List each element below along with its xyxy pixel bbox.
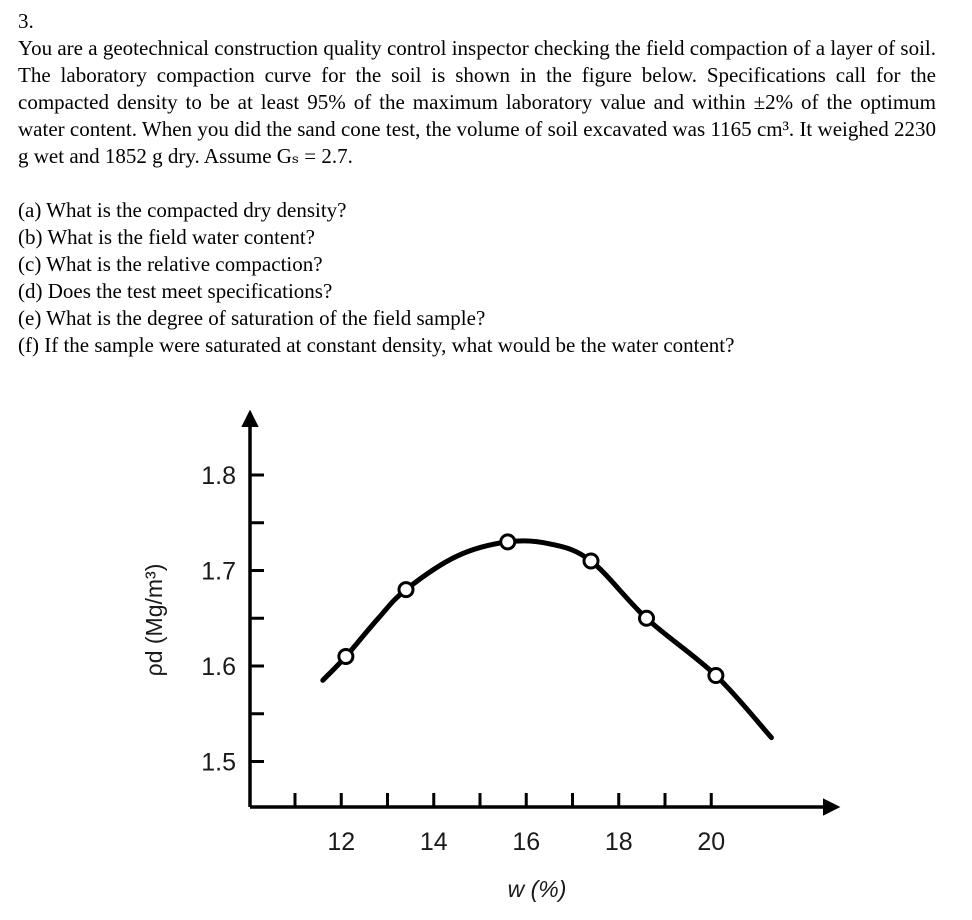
y-tick-label: 1.5 xyxy=(201,748,236,777)
question-c: (c) What is the relative compaction? xyxy=(18,252,323,276)
x-tick-label: 16 xyxy=(512,828,541,856)
compaction-curve xyxy=(323,541,772,738)
y-axis-title: ρd (Mg/m³) xyxy=(141,563,167,677)
problem-number: 3. xyxy=(18,9,34,33)
x-axis-title: w (%) xyxy=(507,876,567,902)
question-f: (f) If the sample were saturated at constant density, what would be the water content? xyxy=(18,333,735,357)
data-point xyxy=(339,649,353,663)
data-point xyxy=(709,669,723,683)
data-point xyxy=(501,535,515,549)
problem-text xyxy=(18,8,936,170)
question-list xyxy=(18,197,734,359)
x-tick-label: 18 xyxy=(604,828,633,856)
data-point xyxy=(399,583,413,597)
y-tick-label: 1.7 xyxy=(201,557,236,586)
data-point xyxy=(640,611,654,625)
x-tick-label: 14 xyxy=(419,828,448,856)
compaction-curve-chart xyxy=(0,380,972,920)
question-a: (a) What is the compacted dry density? xyxy=(18,198,347,222)
question-b: (b) What is the field water content? xyxy=(18,225,315,249)
test-points xyxy=(339,535,723,683)
x-tick-label: 20 xyxy=(697,828,726,856)
problem-statement: You are a geotechnical construction quality control inspector checking the field compaction of a layer of soil. The laboratory compaction curve for the soil is shown in the figure below. Specifications call for the compacted density to be at least 95% of the maximum laboratory value and within ±2% of the optimum water content. When you did the sand cone test, the volume of soil excavated was 1165 cm³. It weighed 2230 g wet and 1852 g dry. Assume Gₛ = 2.7. xyxy=(18,36,936,168)
chart-ticks xyxy=(250,475,711,807)
chart-axes xyxy=(250,413,837,807)
question-e: (e) What is the degree of saturation of the field sample? xyxy=(18,306,486,330)
y-tick-label: 1.6 xyxy=(201,653,236,681)
y-tick-label: 1.8 xyxy=(201,462,236,490)
question-d: (d) Does the test meet specifications? xyxy=(18,279,333,303)
chart-labels xyxy=(141,462,725,902)
x-tick-label: 12 xyxy=(327,828,356,856)
data-point xyxy=(584,554,598,568)
compaction-curve-line xyxy=(323,541,772,738)
